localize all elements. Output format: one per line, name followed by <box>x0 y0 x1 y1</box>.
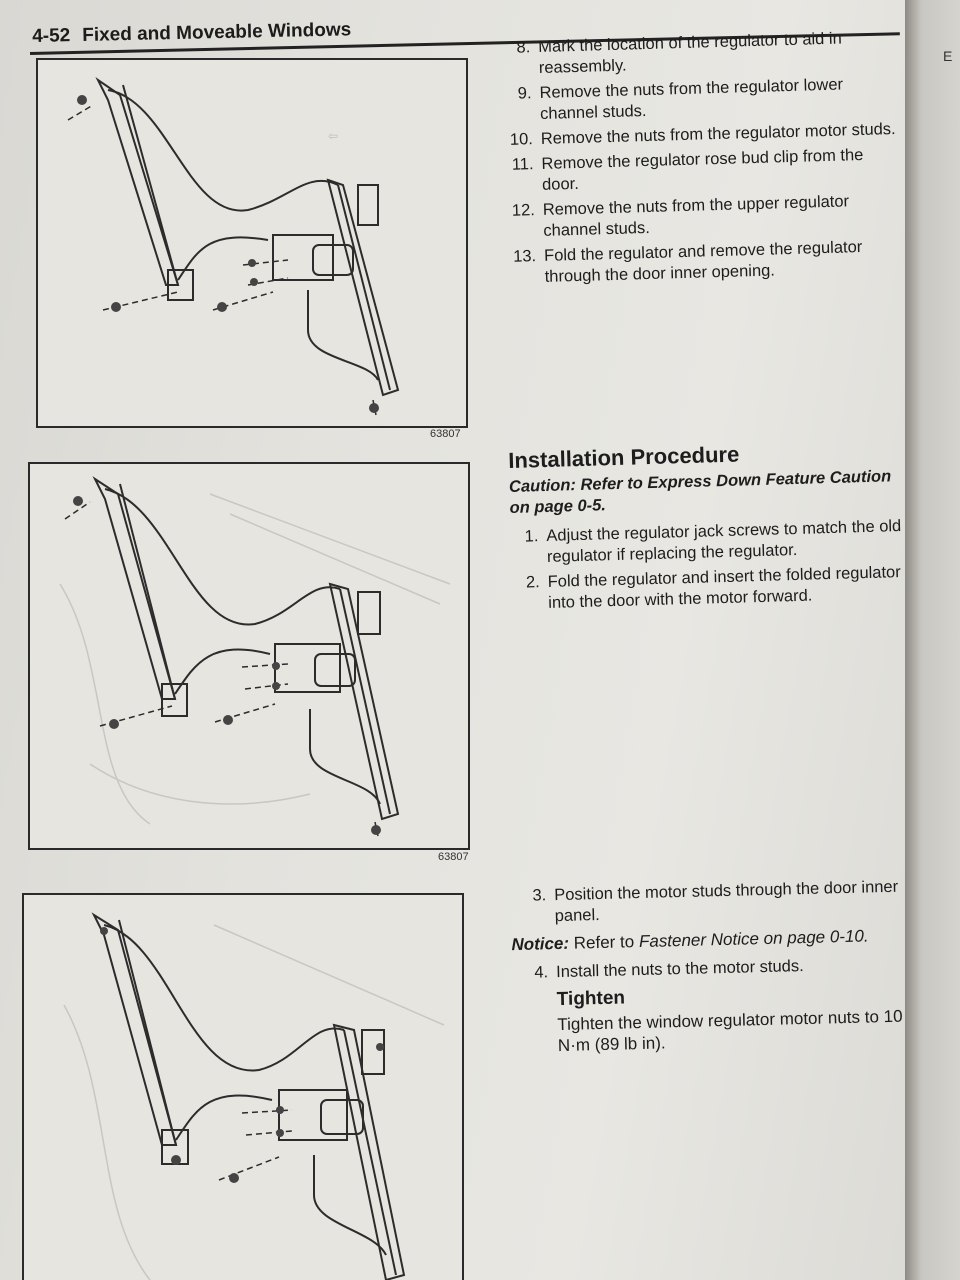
adjacent-page-edge <box>905 0 960 1280</box>
step-number: 2. <box>525 573 540 592</box>
step-number: 9. <box>517 84 532 103</box>
step-text: Remove the nuts from the upper regulator channel studs. <box>542 192 850 240</box>
figure-2-regulator-installation <box>28 462 470 850</box>
installation-procedure <box>508 439 905 619</box>
tighten-heading: Tighten <box>556 987 626 1011</box>
figure-1-number: 63807 <box>430 428 461 440</box>
svg-text:⇦: ⇦ <box>328 129 339 143</box>
step-number: 4. <box>534 963 549 982</box>
step-text: Fold the regulator and insert the folded regulator into the door with the motor forward. <box>547 563 901 612</box>
page-number: 4-52 <box>32 25 71 47</box>
step-13 <box>508 236 905 289</box>
step-11 <box>505 144 902 197</box>
notice-prefix: Refer to <box>573 932 635 953</box>
step-number: 10. <box>509 130 534 149</box>
figure-1-regulator-removal <box>36 58 468 428</box>
step-number: 13. <box>512 247 537 266</box>
tighten-spec: Tighten the window regulator motor nuts to 10 N·m (89 lb in). <box>557 1006 903 1056</box>
step-text: Install the nuts to the motor studs. <box>555 957 804 982</box>
removal-steps <box>502 27 905 293</box>
step-text: Remove the regulator rose bud clip from the door. <box>541 145 864 194</box>
install-step-3 <box>518 876 905 928</box>
step-text: Remove the nuts from the regulator motor studs. <box>540 120 896 148</box>
step-text: Fold the regulator and remove the regulator through the door inner opening. <box>543 238 863 286</box>
page-header <box>32 19 351 48</box>
install-step-4 <box>520 953 905 984</box>
adjacent-page-mark: E <box>943 48 953 64</box>
step-number: 12. <box>511 201 536 220</box>
step-text: Remove the nuts from the regulator lower channel studs. <box>539 75 844 123</box>
window-regulator-illustration <box>38 60 466 426</box>
step-number: 1. <box>524 527 539 546</box>
step-number: 11. <box>511 155 534 174</box>
step-text: Adjust the regulator jack screws to match the old regulator if replacing the regulator. <box>546 517 902 566</box>
window-regulator-illustration <box>24 895 462 1280</box>
install-step-1 <box>510 516 905 569</box>
motor-stud-steps <box>511 876 905 1057</box>
step-text: Position the motor studs through the door inner panel. <box>554 877 899 926</box>
window-regulator-illustration <box>30 464 468 848</box>
installation-heading: Installation Procedure <box>507 441 740 473</box>
step-9 <box>503 73 900 126</box>
section-title: Fixed and Moveable Windows <box>82 19 352 46</box>
notice-reference: Fastener Notice on page 0-10. <box>638 926 869 952</box>
step-text: Mark the location of the regulator to aid in reassembly. <box>538 29 842 77</box>
figure-2-number: 63807 <box>438 851 469 863</box>
notice-label: Notice: <box>511 933 570 955</box>
step-number: 8. <box>516 38 531 57</box>
fastener-notice <box>511 924 905 955</box>
figure-3-motor-studs <box>22 893 464 1280</box>
step-8 <box>502 27 899 80</box>
caution-text: Caution: Refer to Express Down Feature Caution on page 0-5. <box>508 467 892 517</box>
step-12 <box>507 190 904 243</box>
install-step-2 <box>511 562 905 615</box>
step-number: 3. <box>532 886 547 905</box>
